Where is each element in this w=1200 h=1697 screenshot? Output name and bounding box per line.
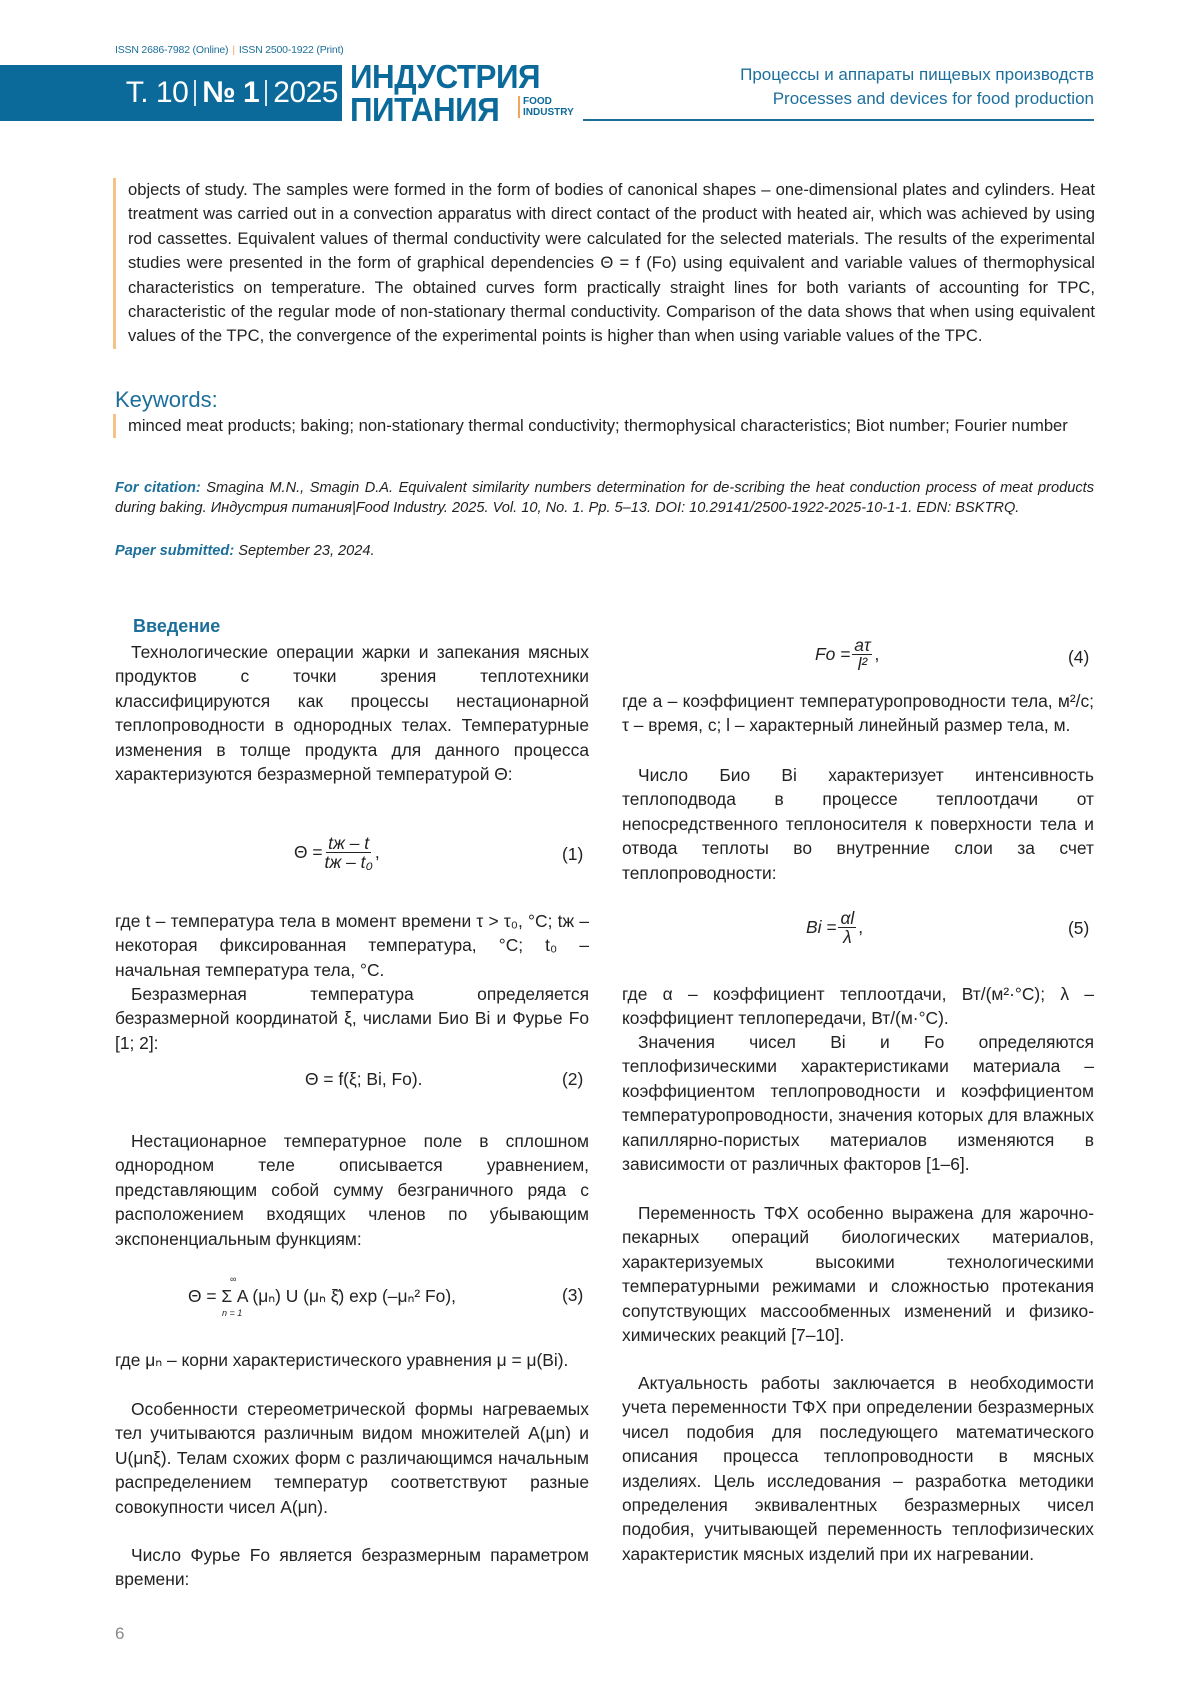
year: 2025	[273, 76, 338, 110]
eq3-expr: Θ = Σ A (μₙ) U (μₙ ξ̄) exp (–μₙ² Fo),	[188, 1286, 456, 1307]
paragraph: Технологические операции жарки и запекания мясных продуктов с точки зрения теплотехники классифицируются как процессы нестационарной теплопроводности в однородных телах. Температурные изменения в толще продукта для данного процесса характеризуются безразмерной температурой Θ:	[115, 640, 589, 786]
section-title-ru: Процессы и аппараты пищевых производств	[740, 65, 1094, 85]
eq4-lhs: Fo =	[815, 644, 850, 665]
equation-3-number: (3)	[562, 1285, 583, 1306]
issue-band	[0, 65, 342, 121]
keywords-text: minced meat products; baking; non-stationary thermal conductivity; thermophysical characteristics; Biot number; Fourier number	[113, 414, 1095, 438]
submitted	[115, 543, 375, 559]
equation-4-number: (4)	[1068, 647, 1089, 668]
equation-2: Θ = f(ξ; Bi, Fo).	[305, 1069, 422, 1090]
issue: № 1	[202, 76, 259, 110]
equation-5	[806, 909, 863, 946]
issn-online: ISSN 2686-7982 (Online)	[115, 44, 228, 56]
eq4-tail: ,	[874, 644, 879, 665]
citation-label: For citation:	[115, 480, 201, 496]
eq1-lhs: Θ =	[294, 842, 323, 863]
eq4-denominator: l²	[858, 655, 868, 673]
paragraph: где α – коэффициент теплоотдачи, Вт/(м²·°С); λ – коэффициент теплопередачи, Вт/(м·°С).	[622, 982, 1094, 1031]
volume: Т. 10	[126, 76, 189, 110]
page-number: 6	[115, 1624, 124, 1644]
section-heading: Введение	[133, 616, 220, 637]
keywords-title: Keywords:	[115, 387, 218, 413]
paragraph: Число Био Bi характеризует интенсивность теплоподвода в процессе теплоотдачи от непосредственного теплоносителя к поверхности тела и отвода теплоты во внутренние слои за счет теплопроводности:	[622, 763, 1094, 885]
section-title-en: Processes and devices for food production	[773, 89, 1094, 109]
eq5-tail: ,	[858, 917, 863, 938]
equation-1	[294, 834, 380, 871]
equation-4	[815, 636, 879, 673]
paragraph: Нестационарное температурное поле в сплошном однородном теле описывается уравнением, представляющим собой сумму безграничного ряда с расположением входящих членов по убывающим экспоненциальным функциям:	[115, 1129, 589, 1251]
eq5-lhs: Bi =	[806, 917, 836, 938]
paragraph: Безразмерная температура определяется безразмерной координатой ξ, числами Био Bi и Фурье Fo [1; 2]:	[115, 982, 589, 1055]
eq1-numerator: tж – t	[326, 834, 371, 853]
eq5-numerator: αl	[838, 909, 856, 928]
equation-1-number: (1)	[562, 844, 583, 865]
paragraph: Число Фурье Fo является безразмерным параметром времени:	[115, 1543, 589, 1592]
eq3-sum-bottom: n = 1	[222, 1308, 242, 1318]
journal-logo-line1: ИНДУСТРИЯ	[350, 58, 540, 96]
submitted-date: September 23, 2024.	[238, 543, 374, 559]
issn-line: ISSN 2686-7982 (Online) | ISSN 2500-1922 (Print)	[115, 44, 344, 56]
citation-text: Smagina M.N., Smagin D.A. Equivalent similarity numbers determination for de-scribing the heat conduction process of meat products during baking. Индустрия питания|Food Industry. 2025. Vol. 10, No. 1. Pp. 5–13. DOI: 10.29141/2500-1922-2025-10-1-1. EDN: BSKTRQ.	[115, 480, 1094, 516]
logo-en-line1: FOOD	[523, 96, 574, 107]
abstract-text: objects of study. The samples were formed in the form of bodies of canonical shapes – one-dimensional plates and cylinders. Heat treatment was carried out in a convection apparatus with direct contact of the product with heated air, which was achieved by using rod cassettes. Equivalent values of thermal conductivity were calculated for the selected materials. The results of the experimental studies were presented in the form of graphical dependencies Θ = f (Fo) using equivalent and variable values of thermophysical characteristics on temperature. The obtained curves form practically straight lines for both variants of accounting for TPC, characteristic of the regular mode of non-stationary thermal conductivity. Comparison of the data shows that when using equivalent values of the TPC, the convergence of the experimental points is higher than when using variable values of the TPC.	[113, 178, 1095, 349]
paragraph: где a – коэффициент температуропроводности тела, м²/с; τ – время, с; l – характерный линейный размер тела, м.	[622, 689, 1094, 738]
submitted-label: Paper submitted:	[115, 543, 234, 559]
equation-3	[188, 1286, 456, 1307]
eq1-denominator: tж – t₀	[325, 853, 373, 871]
citation	[115, 478, 1094, 518]
logo-en-line2: INDUSTRY	[523, 107, 574, 118]
equation-2-number: (2)	[562, 1069, 583, 1090]
header-divider	[583, 119, 1094, 121]
journal-logo-en	[518, 96, 574, 118]
equation-5-number: (5)	[1068, 918, 1089, 939]
eq1-tail: ,	[375, 842, 380, 863]
eq3-sum-top: ∞	[230, 1274, 236, 1284]
paragraph: Значения чисел Bi и Fo определяются теплофизическими характеристиками материала – коэффициентом теплопроводности и коэффициентом температуропроводности, значения которых для влажных капиллярно-пористых материалов изменяются в зависимости от различных факторов [1–6].	[622, 1030, 1094, 1176]
paragraph: Актуальность работы заключается в необходимости учета переменности ТФХ при определении безразмерных чисел подобия для последующего математического описания процесса теплопроводности в мясных изделиях. Цель исследования – разработка методики определения эквивалентных безразмерных чисел подобия, учитывающей переменность теплофизических характеристик мясных изделий при их нагревании.	[622, 1371, 1094, 1566]
paragraph: где t – температура тела в момент времени τ > τ₀, °С; tж – некоторая фиксированная температура, °С; t₀ – начальная температура тела, °С.	[115, 909, 589, 982]
journal-logo-line2: ПИТАНИЯ	[350, 91, 499, 129]
issn-print: ISSN 2500-1922 (Print)	[239, 44, 344, 56]
paragraph: Переменность ТФХ особенно выражена для жарочно-пекарных операций биологических материалов, характеризуемых высокими технологическими температурными режимами и сложностью протекания сопутствующих массообменных изменений и физико-химических реакций [7–10].	[622, 1201, 1094, 1347]
paragraph: где μₙ – корни характеристического уравнения μ = μ(Bi).	[115, 1348, 589, 1372]
eq5-denominator: λ	[843, 928, 852, 946]
eq4-numerator: aτ	[852, 636, 872, 655]
paragraph: Особенности стереометрической формы нагреваемых тел учитываются различным видом множителей A(μn) и U(μnξ). Телам схожих форм с различающимся начальным распределением температур соответствуют разные совокупности чисел A(μn).	[115, 1397, 589, 1519]
